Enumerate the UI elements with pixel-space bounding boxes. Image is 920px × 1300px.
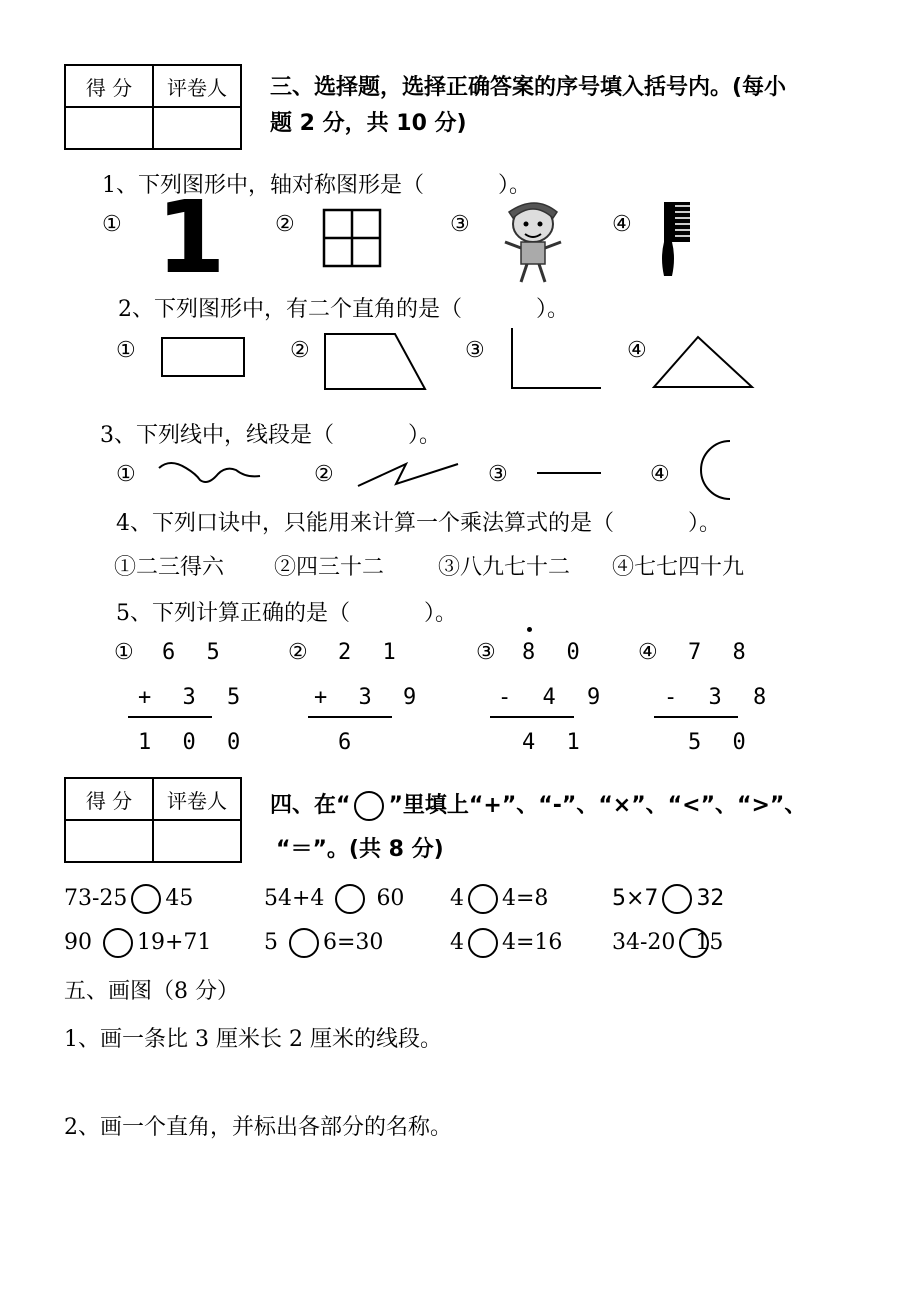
digit-one-figure: 1	[156, 179, 226, 296]
q2-option-4-mark: ④	[627, 338, 647, 363]
calc2-mark: ②	[288, 640, 308, 665]
grader-cell[interactable]	[153, 107, 241, 149]
section4-title-line2: “＝”。(共 8 分)	[276, 837, 444, 862]
calc3-result: 4 1	[522, 730, 589, 755]
score-label: 得 分	[65, 65, 153, 107]
comb-icon	[658, 198, 698, 280]
window-grid-figure	[322, 208, 384, 268]
compare-item: 4 4=16	[450, 928, 562, 958]
q4-choice-2: ②四三十二	[274, 555, 385, 580]
section5-q2: 2、画一个直角，并标出各部分的名称。	[64, 1115, 452, 1140]
answer-circle[interactable]	[468, 928, 498, 958]
calc3-operand: - 4 9	[498, 685, 610, 710]
compare-item: 34-20 15	[612, 928, 723, 958]
q3-option-1-mark: ①	[116, 462, 136, 487]
compare-item: 5 6=30	[264, 928, 383, 958]
grader-cell[interactable]	[153, 820, 241, 862]
q4-text: 4、下列口诀中，只能用来计算一个乘法算式的是（ ）。	[116, 511, 722, 536]
arc-figure	[696, 438, 736, 502]
calc2-top: 2 1	[338, 640, 405, 665]
answer-circle[interactable]	[468, 884, 498, 914]
section5-q1: 1、画一条比 3 厘米长 2 厘米的线段。	[64, 1027, 442, 1052]
curve-line-figure	[156, 456, 264, 488]
compare-item: 4 4=8	[450, 884, 548, 914]
calc1-operand: + 3 5	[138, 685, 250, 710]
grader-label: 评卷人	[153, 778, 241, 820]
calc1-mark: ①	[114, 640, 134, 665]
compare-item: 5×7 32	[612, 884, 724, 914]
q1-option-4-mark: ④	[612, 212, 632, 237]
circle-blank-symbol	[354, 791, 384, 821]
calc2-rule	[308, 716, 392, 718]
trapezoid-figure	[323, 332, 429, 392]
calc4-top: 7 8	[688, 640, 755, 665]
score-table-section4	[64, 777, 242, 863]
rectangle-figure	[160, 336, 248, 380]
q3-option-3-mark: ③	[488, 462, 508, 487]
q1-option-3-mark: ③	[450, 212, 470, 237]
calc1-top: 6 5	[162, 640, 229, 665]
q1-option-1-mark: ①	[102, 212, 122, 237]
borrow-dot	[527, 627, 532, 632]
answer-circle[interactable]	[103, 928, 133, 958]
q2-option-1-mark: ①	[116, 338, 136, 363]
calc2-result: 6	[338, 730, 361, 755]
segment-figure	[537, 472, 601, 474]
compare-item: 54+4 60	[264, 884, 404, 914]
q2-text: 2、下列图形中，有二个直角的是（ ）。	[118, 297, 570, 322]
triangle-figure	[652, 334, 756, 390]
compare-item: 73-25 45	[64, 884, 193, 914]
grader-label: 评卷人	[153, 65, 241, 107]
calc4-mark: ④	[638, 640, 658, 665]
section4-title-line1: 四、在“ ”里填上“+”、“-”、“×”、“<”、“>”、	[270, 788, 806, 821]
compare-item: 90 19+71	[64, 928, 211, 958]
score-table-section3	[64, 64, 242, 150]
calc1-rule	[128, 716, 212, 718]
calc4-operand: - 3 8	[664, 685, 776, 710]
answer-circle[interactable]	[335, 884, 365, 914]
q1-text: 1、下列图形中，轴对称图形是（ ）。	[102, 173, 532, 198]
calc4-result: 5 0	[688, 730, 755, 755]
cartoon-pirate-icon	[495, 196, 575, 286]
q4-choice-4: ④七七四十九	[612, 555, 745, 580]
q2-option-3-mark: ③	[465, 338, 485, 363]
answer-circle[interactable]	[662, 884, 692, 914]
calc4-rule	[654, 716, 738, 718]
answer-circle[interactable]	[289, 928, 319, 958]
q1-option-2-mark: ②	[275, 212, 295, 237]
zigzag-line-figure	[356, 458, 462, 490]
calc3-mark: ③	[476, 640, 496, 665]
answer-circle[interactable]	[131, 884, 161, 914]
q2-option-2-mark: ②	[290, 338, 310, 363]
q4-choice-3: ③八九七十二	[438, 555, 571, 580]
score-cell[interactable]	[65, 820, 153, 862]
right-angle-figure	[509, 326, 605, 392]
q5-text: 5、下列计算正确的是（ ）。	[116, 601, 458, 626]
calc3-top: 8 0	[522, 640, 589, 665]
section3-title-line1: 三、选择题，选择正确答案的序号填入括号内。(每小	[270, 75, 787, 100]
q3-option-2-mark: ②	[314, 462, 334, 487]
calc2-operand: + 3 9	[314, 685, 426, 710]
q4-choice-1: ①二三得六	[114, 555, 225, 580]
q3-option-4-mark: ④	[650, 462, 670, 487]
score-label: 得 分	[65, 778, 153, 820]
calc3-rule	[490, 716, 574, 718]
section3-title-line2: 题 2 分，共 10 分)	[270, 111, 467, 136]
calc1-result: 1 0 0	[138, 730, 250, 755]
q3-text: 3、下列线中，线段是（ ）。	[100, 423, 442, 448]
score-cell[interactable]	[65, 107, 153, 149]
section5-title: 五、画图（8 分）	[64, 979, 239, 1004]
